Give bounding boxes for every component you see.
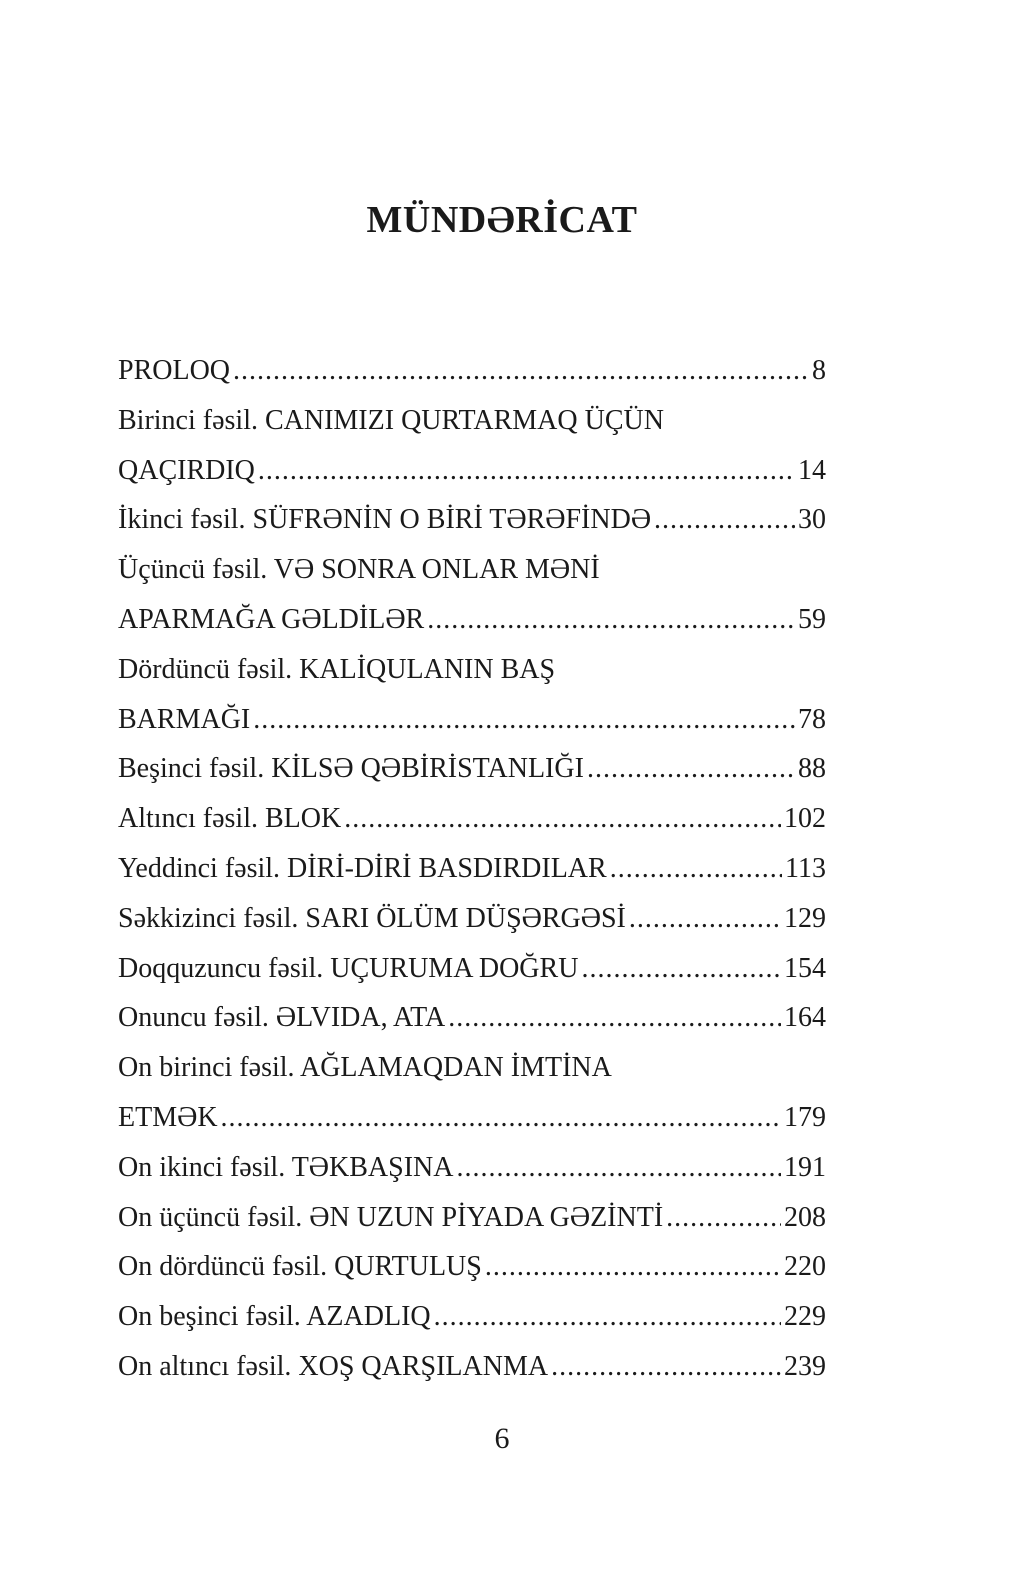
toc-entry-page: 113 xyxy=(785,852,826,884)
dot-leader xyxy=(253,695,795,745)
dot-leader xyxy=(666,1193,781,1243)
toc-entry xyxy=(118,595,826,645)
toc-entry-page: 30 xyxy=(798,504,826,536)
toc-entry-title: ETMƏK xyxy=(118,1101,218,1133)
toc-entry-title: On altıncı fəsil. XOŞ QARŞILANMA xyxy=(118,1350,549,1382)
toc-entry xyxy=(118,396,826,446)
toc-entry-title: Üçüncü fəsil. VƏ SONRA ONLAR MƏNİ xyxy=(118,554,600,586)
dot-leader xyxy=(610,844,782,894)
toc-entry-page: 179 xyxy=(784,1101,826,1133)
toc-entry-title: On birinci fəsil. AĞLAMAQDAN İMTİNA xyxy=(118,1052,612,1084)
toc-entry xyxy=(118,944,826,994)
toc-entry-title: Dördüncü fəsil. KALİQULANIN BAŞ xyxy=(118,653,556,685)
toc-entry xyxy=(118,545,826,595)
toc-entry-page: 220 xyxy=(784,1251,826,1283)
toc-entry xyxy=(118,844,826,894)
toc-entry-title: On ikinci fəsil. TƏKBAŞINA xyxy=(118,1151,454,1183)
dot-leader xyxy=(581,944,781,994)
toc-entry-title: BARMAĞI xyxy=(118,703,251,735)
toc-entry xyxy=(118,645,826,695)
toc-entry xyxy=(118,495,826,545)
toc-entry-title: Doqquzuncu fəsil. UÇURUMA DOĞRU xyxy=(118,952,579,984)
dot-leader xyxy=(448,993,781,1043)
table-of-contents xyxy=(118,346,826,1392)
toc-entry-title: Onuncu fəsil. ƏLVIDA, ATA xyxy=(118,1002,446,1034)
toc-entry-page: 129 xyxy=(784,902,826,934)
dot-leader xyxy=(221,1093,781,1143)
dot-leader xyxy=(654,495,795,545)
toc-entry-page: 164 xyxy=(784,1002,826,1034)
toc-entry xyxy=(118,993,826,1043)
toc-entry-page: 239 xyxy=(784,1350,826,1382)
toc-entry-page: 59 xyxy=(798,603,826,635)
toc-entry-title: APARMAĞA GƏLDİLƏR xyxy=(118,603,425,635)
toc-entry xyxy=(118,695,826,745)
toc-entry xyxy=(118,744,826,794)
toc-entry-page: 14 xyxy=(798,454,826,486)
dot-leader xyxy=(629,894,781,944)
toc-entry-page: 191 xyxy=(784,1151,826,1183)
dot-leader xyxy=(258,446,795,496)
page-title: MÜNDƏRİCAT xyxy=(366,199,638,241)
toc-entry xyxy=(118,346,826,396)
dot-leader xyxy=(456,1143,781,1193)
toc-entry-title: On dördüncü fəsil. QURTULUŞ xyxy=(118,1251,482,1283)
toc-entry xyxy=(118,894,826,944)
toc-entry xyxy=(118,1093,826,1143)
page-number: 6 xyxy=(494,1422,510,1455)
toc-entry-title: Səkkizinci fəsil. SARI ÖLÜM DÜŞƏRGƏSİ xyxy=(118,902,626,934)
dot-leader xyxy=(233,346,809,396)
toc-entry xyxy=(118,1043,826,1093)
toc-entry-page: 208 xyxy=(784,1201,826,1233)
dot-leader xyxy=(434,1292,781,1342)
toc-entry-title: PROLOQ xyxy=(118,355,231,386)
toc-entry-page: 88 xyxy=(798,753,826,785)
toc-entry xyxy=(118,1143,826,1193)
toc-entry-title: Yeddinci fəsil. DİRİ-DİRİ BASDIRDILAR xyxy=(118,852,607,884)
toc-entry xyxy=(118,1242,826,1292)
toc-entry xyxy=(118,1292,826,1342)
dot-leader xyxy=(427,595,795,645)
toc-entry-page: 78 xyxy=(798,703,826,735)
toc-entry-title: On üçüncü fəsil. ƏN UZUN PİYADA GƏZİNTİ xyxy=(118,1201,664,1233)
toc-entry-title: Altıncı fəsil. BLOK xyxy=(118,803,342,835)
toc-entry xyxy=(118,1342,826,1392)
toc-entry xyxy=(118,794,826,844)
toc-entry-page: 229 xyxy=(784,1301,826,1333)
toc-entry-title: On beşinci fəsil. AZADLIQ xyxy=(118,1301,431,1333)
dot-leader xyxy=(485,1242,781,1292)
toc-entry-title: Birinci fəsil. CANIMIZI QURTARMAQ ÜÇÜN xyxy=(118,404,664,436)
dot-leader xyxy=(587,744,795,794)
toc-entry xyxy=(118,446,826,496)
toc-entry xyxy=(118,1193,826,1243)
toc-entry-title: İkinci fəsil. SÜFRƏNİN O BİRİ TƏRƏFİNDƏ xyxy=(118,504,652,536)
toc-entry-page: 8 xyxy=(812,355,826,386)
dot-leader xyxy=(551,1342,781,1392)
toc-entry-title: QAÇIRDIQ xyxy=(118,454,255,486)
dot-leader xyxy=(344,794,781,844)
toc-entry-page: 154 xyxy=(784,952,826,984)
toc-entry-page: 102 xyxy=(784,803,826,835)
toc-entry-title: Beşinci fəsil. KİLSƏ QƏBİRİSTANLIĞI xyxy=(118,753,584,785)
